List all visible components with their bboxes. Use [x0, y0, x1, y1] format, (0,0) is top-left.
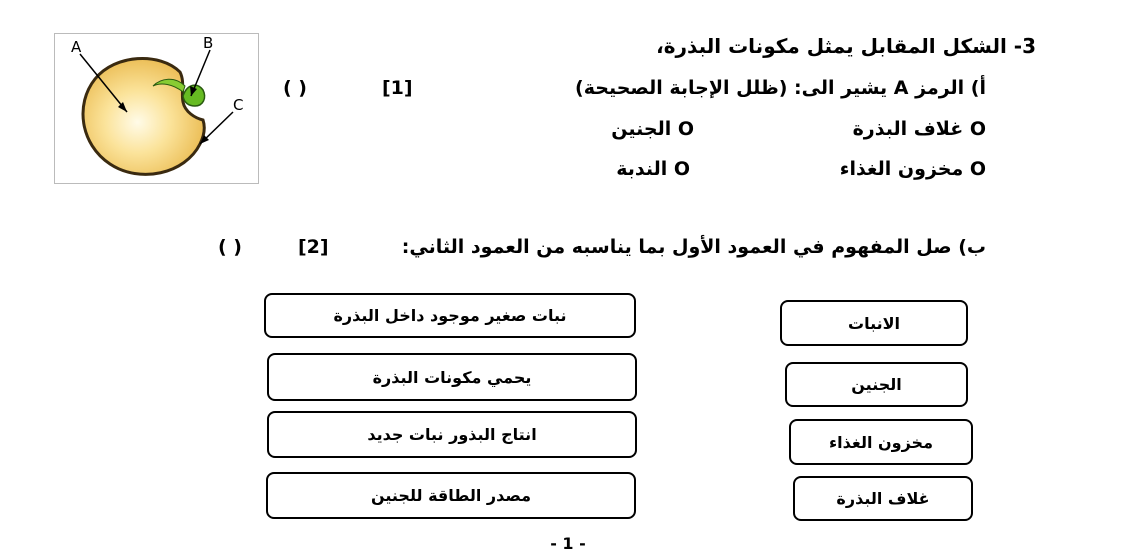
option-food-store[interactable]: O مخزون الغذاء — [839, 158, 986, 180]
definition-energy-source[interactable]: مصدر الطاقة للجنين — [266, 472, 636, 519]
concept-seed-coat[interactable]: غلاف البذرة — [793, 476, 973, 521]
question-title: 3- الشكل المقابل يمثل مكونات البذرة، — [656, 34, 1036, 58]
definition-small-plant[interactable]: نبات صغير موجود داخل البذرة — [264, 293, 636, 338]
part-b-mark: [2] — [298, 236, 329, 258]
part-a-mark: [1] — [382, 77, 413, 99]
part-b-score: ( ) — [218, 236, 242, 258]
option-embryo[interactable]: O الجنين — [611, 118, 694, 140]
concept-embryo[interactable]: الجنين — [785, 362, 968, 407]
option-seed-coat[interactable]: O غلاف البذرة — [852, 118, 986, 140]
seed-body — [83, 58, 204, 174]
definition-protects[interactable]: يحمي مكونات البذرة — [267, 353, 637, 401]
concept-germination[interactable]: الانبات — [780, 300, 968, 346]
label-b: B — [203, 34, 214, 52]
page-number: - 1 - — [550, 534, 586, 553]
label-c: C — [233, 96, 244, 114]
concept-food-store[interactable]: مخزون الغذاء — [789, 419, 973, 465]
seed-diagram — [55, 34, 258, 183]
label-a: A — [71, 38, 82, 56]
definition-new-plant[interactable]: انتاج البذور نبات جديد — [267, 411, 637, 458]
part-a-score: ( ) — [283, 77, 307, 99]
seed-figure — [54, 33, 259, 184]
option-hilum[interactable]: O الندبة — [616, 158, 690, 180]
part-a-prompt: أ) الرمز A يشير الى: (ظلل الإجابة الصحيحة) — [575, 77, 986, 99]
part-b-prompt: ب) صل المفهوم في العمود الأول بما يناسبه من العمود الثاني: — [401, 236, 986, 258]
